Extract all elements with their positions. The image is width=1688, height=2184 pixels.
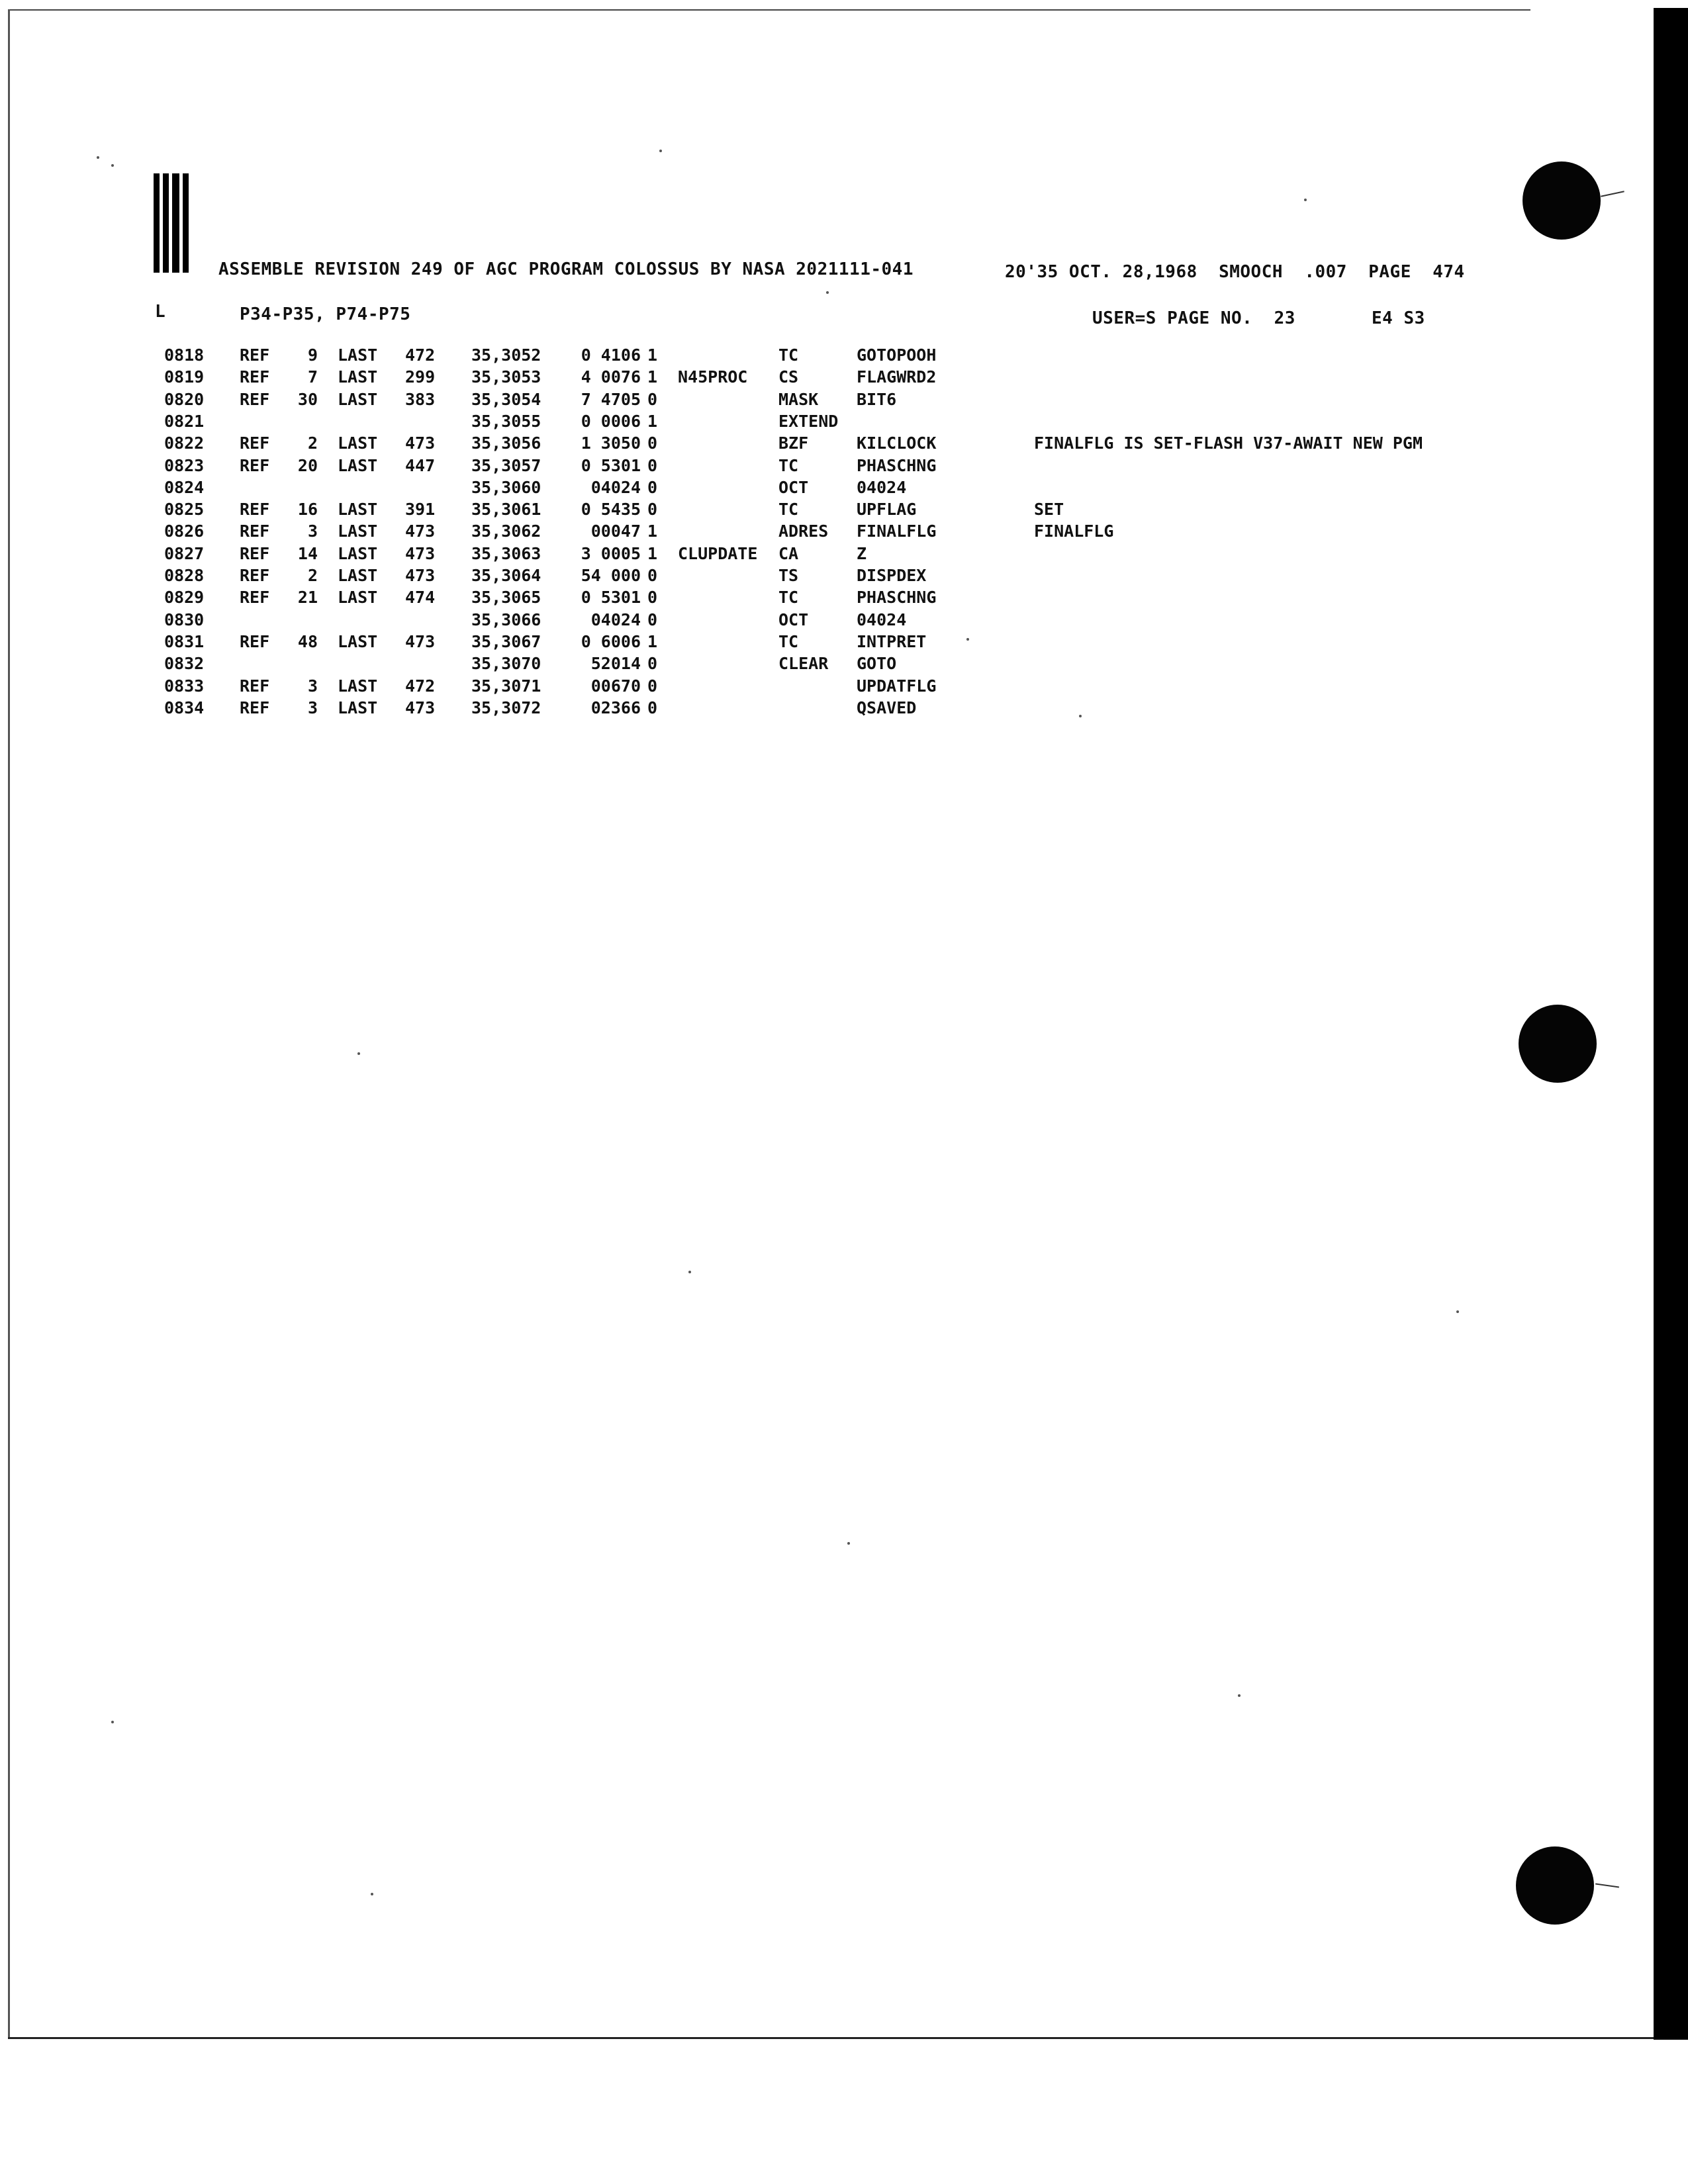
ref-count: 9 (307, 345, 318, 365)
opcode: CA (778, 544, 799, 563)
address: 35,3061 (471, 500, 541, 519)
run-user: SMOOCH (1219, 262, 1283, 282)
line-number: 0823 (164, 456, 205, 475)
machine-word: 04024 (590, 610, 641, 629)
speck (357, 1052, 360, 1055)
listing-marker: L (155, 302, 166, 322)
ref-tag: REF (240, 544, 270, 563)
last-tag: LAST (338, 433, 378, 453)
last-page: 473 (405, 433, 436, 453)
machine-word: 3 0005 (581, 544, 641, 563)
section-title: P34-P35, P74-P75 (240, 304, 411, 324)
parity-bit: 0 (647, 390, 658, 409)
parity-bit: 0 (647, 654, 658, 673)
ref-count: 2 (307, 566, 318, 585)
ref-count: 2 (307, 433, 318, 453)
address: 35,3062 (471, 522, 541, 541)
ref-tag: REF (240, 390, 270, 409)
parity-bit: 1 (647, 632, 658, 651)
last-tag: LAST (338, 676, 378, 696)
parity-bit: 0 (647, 456, 658, 475)
right-scan-edge (1654, 8, 1688, 2040)
line-number: 0827 (164, 544, 205, 563)
parity-bit: 0 (647, 478, 658, 497)
address: 35,3065 (471, 588, 541, 607)
machine-word: 54 000 (581, 566, 641, 585)
line-number: 0829 (164, 588, 205, 607)
code-label: N45PROC (678, 367, 748, 387)
address: 35,3056 (471, 433, 541, 453)
ref-tag: REF (240, 500, 270, 519)
punch-tear-mark (1595, 1884, 1619, 1888)
line-number: 0825 (164, 500, 205, 519)
operand: INTPRET (857, 632, 927, 651)
parity-bit: 1 (647, 345, 658, 365)
speck (966, 638, 969, 641)
machine-word: 0 6006 (581, 632, 641, 651)
parity-bit: 1 (647, 544, 658, 563)
speck (1079, 715, 1082, 717)
left-edge-rule (8, 9, 10, 2038)
line-number: 0832 (164, 654, 205, 673)
operand: FLAGWRD2 (857, 367, 937, 387)
last-page: 472 (405, 345, 436, 365)
speck (371, 1893, 373, 1895)
ref-tag: REF (240, 345, 270, 365)
address: 35,3064 (471, 566, 541, 585)
opcode: TC (778, 456, 799, 475)
last-tag: LAST (338, 544, 378, 563)
listing-run-info (1005, 262, 1465, 282)
comment: FINALFLG IS SET-FLASH V37-AWAIT NEW PGM (1034, 433, 1423, 453)
machine-word: 0 0006 (581, 412, 641, 431)
page-label: PAGE (1368, 262, 1411, 282)
ref-count: 3 (307, 522, 318, 541)
opcode: CLEAR (778, 654, 829, 673)
last-page: 473 (405, 544, 436, 563)
ref-tag: REF (240, 632, 270, 651)
operand: DISPDEX (857, 566, 927, 585)
last-tag: LAST (338, 367, 378, 387)
ref-count: 21 (297, 588, 318, 607)
last-tag: LAST (338, 698, 378, 717)
operand: KILCLOCK (857, 433, 937, 453)
machine-word: 4 0076 (581, 367, 641, 387)
opcode: TC (778, 345, 799, 365)
address: 35,3057 (471, 456, 541, 475)
printer-logo-mark (154, 173, 196, 273)
ref-tag: REF (240, 522, 270, 541)
line-number: 0824 (164, 478, 205, 497)
line-number: 0821 (164, 412, 205, 431)
ref-count: 14 (297, 544, 318, 563)
opcode: EXTEND (778, 412, 839, 431)
ref-count: 7 (307, 367, 318, 387)
parity-bit: 0 (647, 610, 658, 629)
operand: Z (857, 544, 867, 563)
user-page-number: 23 (1274, 308, 1295, 328)
ref-tag: REF (240, 367, 270, 387)
code-label: CLUPDATE (678, 544, 758, 563)
last-page: 391 (405, 500, 436, 519)
ref-count: 30 (297, 390, 318, 409)
ref-tag: REF (240, 433, 270, 453)
punch-hole-top (1523, 161, 1601, 240)
last-tag: LAST (338, 522, 378, 541)
operand: QSAVED (857, 698, 917, 717)
line-number: 0822 (164, 433, 205, 453)
last-page: 473 (405, 632, 436, 651)
last-tag: LAST (338, 632, 378, 651)
address: 35,3072 (471, 698, 541, 717)
address: 35,3055 (471, 412, 541, 431)
operand: PHASCHNG (857, 588, 937, 607)
line-number: 0820 (164, 390, 205, 409)
last-page: 447 (405, 456, 436, 475)
ref-tag: REF (240, 676, 270, 696)
parity-bit: 1 (647, 522, 658, 541)
line-number: 0818 (164, 345, 205, 365)
ref-count: 16 (297, 500, 318, 519)
last-tag: LAST (338, 390, 378, 409)
opcode: TC (778, 632, 799, 651)
speck (111, 164, 114, 167)
machine-word: 7 4705 (581, 390, 641, 409)
operand: UPFLAG (857, 500, 917, 519)
opcode: BZF (778, 433, 809, 453)
last-page: 473 (405, 698, 436, 717)
machine-word: 0 5301 (581, 588, 641, 607)
speck (688, 1271, 691, 1273)
user-page-info (1092, 308, 1295, 328)
ref-tag: REF (240, 566, 270, 585)
machine-word: 52014 (590, 654, 641, 673)
listing-title: ASSEMBLE REVISION 249 OF AGC PROGRAM COLOSSUS BY NASA 2021111-041 (218, 259, 914, 279)
speck (97, 156, 99, 159)
last-tag: LAST (338, 345, 378, 365)
ref-tag: REF (240, 588, 270, 607)
machine-word: 0 5435 (581, 500, 641, 519)
punch-hole-bottom (1516, 1846, 1594, 1925)
last-page: 383 (405, 390, 436, 409)
operand: FINALFLG (857, 522, 937, 541)
machine-word: 00047 (590, 522, 641, 541)
opcode: ADRES (778, 522, 829, 541)
speck (1238, 1694, 1241, 1697)
top-edge-rule (8, 9, 1530, 11)
ref-tag: REF (240, 456, 270, 475)
operand: UPDATFLG (857, 676, 937, 696)
address: 35,3067 (471, 632, 541, 651)
address: 35,3052 (471, 345, 541, 365)
address: 35,3053 (471, 367, 541, 387)
last-page: 473 (405, 566, 436, 585)
line-number: 0819 (164, 367, 205, 387)
last-tag: LAST (338, 500, 378, 519)
parity-bit: 1 (647, 412, 658, 431)
address: 35,3063 (471, 544, 541, 563)
speck (1456, 1310, 1459, 1313)
machine-word: 02366 (590, 698, 641, 717)
last-tag: LAST (338, 588, 378, 607)
last-page: 299 (405, 367, 436, 387)
run-version: .007 (1304, 262, 1347, 282)
machine-word: 0 5301 (581, 456, 641, 475)
speck (659, 150, 662, 152)
ref-count: 20 (297, 456, 318, 475)
opcode: TC (778, 500, 799, 519)
user-page-label: USER=S PAGE NO. (1092, 308, 1253, 328)
address: 35,3071 (471, 676, 541, 696)
operand: GOTOPOOH (857, 345, 937, 365)
opcode: TS (778, 566, 799, 585)
page-number: 474 (1432, 262, 1465, 282)
address: 35,3060 (471, 478, 541, 497)
parity-bit: 0 (647, 698, 658, 717)
last-tag: LAST (338, 566, 378, 585)
operand: PHASCHNG (857, 456, 937, 475)
opcode: CS (778, 367, 799, 387)
parity-bit: 0 (647, 433, 658, 453)
comment: SET (1034, 500, 1064, 519)
operand: GOTO (857, 654, 897, 673)
last-page: 474 (405, 588, 436, 607)
address: 35,3066 (471, 610, 541, 629)
operand: 04024 (857, 478, 907, 497)
parity-bit: 1 (647, 367, 658, 387)
last-page: 472 (405, 676, 436, 696)
line-number: 0834 (164, 698, 205, 717)
ref-tag: REF (240, 698, 270, 717)
parity-bit: 0 (647, 566, 658, 585)
parity-bit: 0 (647, 676, 658, 696)
opcode: MASK (778, 390, 819, 409)
address: 35,3070 (471, 654, 541, 673)
opcode: OCT (778, 478, 809, 497)
machine-word: 00670 (590, 676, 641, 696)
machine-word: 04024 (590, 478, 641, 497)
parity-bit: 0 (647, 500, 658, 519)
speck (1304, 199, 1307, 201)
machine-word: 0 4106 (581, 345, 641, 365)
ref-count: 48 (297, 632, 318, 651)
operand: BIT6 (857, 390, 897, 409)
comment: FINALFLG (1034, 522, 1114, 541)
speck (826, 291, 829, 294)
last-page: 473 (405, 522, 436, 541)
speck (111, 1721, 114, 1723)
parity-bit: 0 (647, 588, 658, 607)
ref-code: E4 S3 (1372, 308, 1425, 328)
operand: 04024 (857, 610, 907, 629)
opcode: OCT (778, 610, 809, 629)
bottom-edge-rule (8, 2037, 1655, 2039)
line-number: 0830 (164, 610, 205, 629)
last-tag: LAST (338, 456, 378, 475)
line-number: 0833 (164, 676, 205, 696)
ref-count: 3 (307, 698, 318, 717)
line-number: 0828 (164, 566, 205, 585)
address: 35,3054 (471, 390, 541, 409)
run-timestamp: 20'35 OCT. 28,1968 (1005, 262, 1197, 282)
opcode: TC (778, 588, 799, 607)
punch-hole-middle (1519, 1005, 1597, 1083)
line-number: 0831 (164, 632, 205, 651)
speck (847, 1542, 850, 1545)
line-number: 0826 (164, 522, 205, 541)
machine-word: 1 3050 (581, 433, 641, 453)
punch-tear-mark (1601, 191, 1624, 197)
ref-count: 3 (307, 676, 318, 696)
